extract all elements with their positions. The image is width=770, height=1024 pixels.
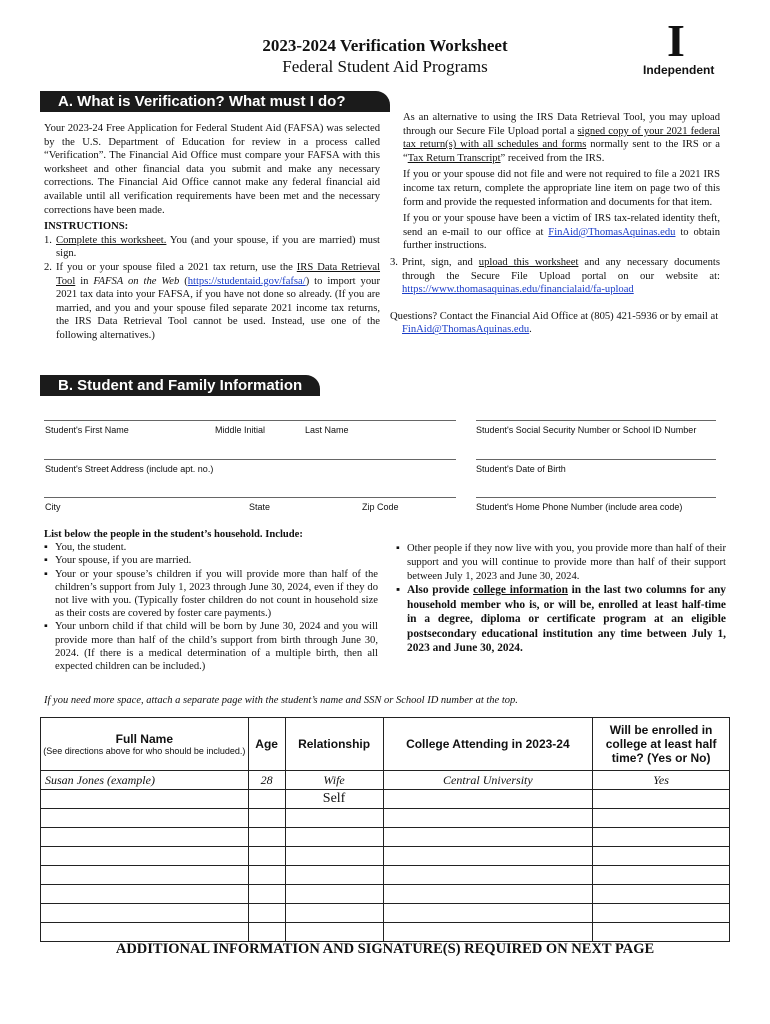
enrolled-cell[interactable] xyxy=(593,904,730,923)
address-label: Student's Street Address (include apt. no.) xyxy=(45,464,214,474)
college-cell[interactable] xyxy=(383,847,593,866)
household-bullet-college: ▪ Also provide college information in the last two columns for any household member who is, or will be, enrolled at least half-time in a degree, diploma or certificate program at an eligible postsecondary educational institution any time between July 1, 2023 and June 30, 2024. xyxy=(396,583,726,655)
questions-email-link[interactable]: FinAid@ThomasAquinas.edu xyxy=(402,324,530,336)
name-cell[interactable] xyxy=(41,885,249,904)
section-b-heading: B. Student and Family Information xyxy=(40,375,320,396)
household-right-list xyxy=(396,542,726,655)
name-line[interactable] xyxy=(44,420,456,421)
questions-contact: Questions? Contact the Financial Aid Office at (805) 421-5936 or by email at FinAid@ThomasAquinas.edu. xyxy=(390,310,719,336)
name-cell[interactable] xyxy=(41,790,249,809)
example-age: 28 xyxy=(248,771,285,790)
state-label: State xyxy=(249,502,271,512)
name-cell[interactable] xyxy=(41,809,249,828)
name-cell[interactable] xyxy=(41,904,249,923)
instruction-step-3: 3. Print, sign, and upload this worksheet and any necessary documents through the Secure File Upload portal on our website at: https://www.thomasaquinas.edu/financialaid/fa-upload xyxy=(390,256,720,296)
dependency-badge-label: Independent xyxy=(643,63,715,77)
household-bullet: ▪ Your unborn child if that child will be born by June 30, 2024 and you will provide more than half of the child’s support from birth through June 30, 2024. (If there is a medical determination of a multiple birth, then all expected children can be included.) xyxy=(44,620,378,673)
college-cell[interactable] xyxy=(383,866,593,885)
household-bullet: ▪ You, the student. xyxy=(44,541,378,554)
enrolled-cell[interactable] xyxy=(593,885,730,904)
age-cell[interactable] xyxy=(248,923,285,942)
enrolled-cell[interactable] xyxy=(593,923,730,942)
dependency-badge-letter: I xyxy=(667,15,685,66)
verification-intro: Your 2023-24 Free Application for Federal Student Aid (FAFSA) was selected by the U.S. Department of Education for review in a process called “Verification”. The Financial Aid Office must compare your FAFSA with this worksheet and other financial data you submit and make any necessary corrections. The Financial Aid Office cannot make any federal financial aid available until all verification requirements have been met and the necessary corrections have been made. xyxy=(44,123,380,216)
footer-notice: ADDITIONAL INFORMATION AND SIGNATURE(S) REQUIRED ON NEXT PAGE xyxy=(115,941,655,957)
table-row-example xyxy=(41,771,730,790)
phone-line[interactable] xyxy=(476,497,716,498)
page-title: 2023-2024 Verification Worksheet xyxy=(262,36,508,55)
ssn-line[interactable] xyxy=(476,420,716,421)
household-bullet-other: ▪ Other people if they now live with you, you provide more than half of their support and you will continue to provide more than half of their support between July 1, 2023 and June 30, 2024. xyxy=(396,542,726,583)
age-cell[interactable] xyxy=(248,790,285,809)
example-relationship: Wife xyxy=(285,771,383,790)
college-cell[interactable] xyxy=(383,790,593,809)
table-row xyxy=(41,866,730,885)
name-cell[interactable] xyxy=(41,923,249,942)
college-cell[interactable] xyxy=(383,885,593,904)
instructions-label: INSTRUCTIONS: xyxy=(44,221,129,233)
name-cell[interactable] xyxy=(41,828,249,847)
dob-label: Student's Date of Birth xyxy=(476,464,566,474)
table-row xyxy=(41,790,730,809)
alternative-upload: As an alternative to using the IRS Data Retrieval Tool, you may upload through our Secure File Upload portal a signed copy of your 2021 federal tax return(s) with all schedules and forms normally sent to the IRS or a “Tax Return Transcript” received from the IRS. xyxy=(403,112,720,164)
col-enrolled: Will be enrolled in college at least half time? (Yes or No) xyxy=(593,718,730,771)
relationship-cell[interactable] xyxy=(285,828,383,847)
instruction-step-1: 1. Complete this worksheet. You (and your spouse, if you are married) must sign. xyxy=(44,234,381,260)
table-row xyxy=(41,885,730,904)
table-header-row xyxy=(41,718,730,771)
household-bullet: ▪ Your spouse, if you are married. xyxy=(44,554,378,567)
name-cell[interactable] xyxy=(41,866,249,885)
age-cell[interactable] xyxy=(248,866,285,885)
alternative-nonfiler: If you or your spouse did not file and were not required to file a 2021 IRS income tax return, complete the appropriate line item on page two of this form and provide the requested information and documents for that item. xyxy=(403,169,720,208)
relationship-cell[interactable] xyxy=(285,847,383,866)
age-cell[interactable] xyxy=(248,809,285,828)
middle-initial-label: Middle Initial xyxy=(215,425,266,435)
alternative-identity-theft: If you or your spouse have been a victim of IRS tax-related identity theft, send an e-mail to our office at FinAid@ThomasAquinas.edu to obtain further instructions. xyxy=(403,213,720,252)
dob-line[interactable] xyxy=(476,459,716,460)
ssn-label: Student's Social Security Number or School ID Number xyxy=(476,425,697,435)
age-cell[interactable] xyxy=(248,904,285,923)
college-cell[interactable] xyxy=(383,809,593,828)
enrolled-cell[interactable] xyxy=(593,790,730,809)
relationship-cell[interactable] xyxy=(285,923,383,942)
college-cell[interactable] xyxy=(383,828,593,847)
upload-portal-link[interactable]: https://www.thomasaquinas.edu/financialaid/fa-upload xyxy=(402,284,634,296)
upload-worksheet-link[interactable]: upload this worksheet xyxy=(478,256,579,268)
finaid-email-link[interactable]: FinAid@ThomasAquinas.edu xyxy=(548,226,676,238)
age-cell[interactable] xyxy=(248,885,285,904)
first-name-label: Student's First Name xyxy=(45,425,129,435)
household-heading: List below the people in the student’s household. Include: xyxy=(44,529,303,540)
relationship-self: Self xyxy=(285,790,383,809)
last-name-label: Last Name xyxy=(305,425,349,435)
enrolled-cell[interactable] xyxy=(593,809,730,828)
age-cell[interactable] xyxy=(248,828,285,847)
enrolled-cell[interactable] xyxy=(593,828,730,847)
table-row xyxy=(41,847,730,866)
household-left-list xyxy=(44,528,378,673)
enrolled-cell[interactable] xyxy=(593,847,730,866)
relationship-cell[interactable] xyxy=(285,885,383,904)
table-row xyxy=(41,923,730,942)
instruction-step-2: 2. If you or your spouse filed a 2021 tax return, use the IRS Data Retrieval Tool in FAFSA on the Web (https://studentaid.gov/fafsa/) to import your 2021 tax data into your FAFSA, if you have not done so already. (If you are married, and you and your spouse filed separate 2021 income tax returns, the IRS Data Retrieval Tool cannot be used. Instead, use one of the following alternatives.) xyxy=(44,261,381,341)
college-information-link[interactable]: college information xyxy=(473,584,568,597)
irs-drt-link[interactable]: IRS Data Retrieval Tool xyxy=(56,261,381,287)
age-cell[interactable] xyxy=(248,847,285,866)
studentaid-url-link[interactable]: https://studentaid.gov/fafsa/ xyxy=(187,275,306,287)
col-college: College Attending in 2023-24 xyxy=(383,718,593,771)
city-label: City xyxy=(45,502,61,512)
city-line[interactable] xyxy=(44,497,456,498)
address-line[interactable] xyxy=(44,459,456,460)
household-table xyxy=(40,717,730,942)
table-row xyxy=(41,828,730,847)
example-college: Central University xyxy=(383,771,593,790)
col-relationship: Relationship xyxy=(285,718,383,771)
section-a-left-column xyxy=(44,122,380,343)
col-age: Age xyxy=(248,718,285,771)
phone-label: Student's Home Phone Number (include area code) xyxy=(476,502,683,512)
example-enrolled: Yes xyxy=(593,771,730,790)
college-cell[interactable] xyxy=(383,923,593,942)
table-row xyxy=(41,809,730,828)
household-bullet: ▪ Your or your spouse’s children if you will provide more than half of the children’s support from July 1, 2023 through June 30, 2024, even if they do not live with you. (Typically foster children do not count in household size as their costs are covered by foster care payments.) xyxy=(44,568,378,621)
relationship-cell[interactable] xyxy=(285,866,383,885)
zip-label: Zip Code xyxy=(362,502,399,512)
relationship-cell[interactable] xyxy=(285,904,383,923)
enrolled-cell[interactable] xyxy=(593,866,730,885)
section-a-right-column xyxy=(390,111,720,337)
page-subtitle: Federal Student Aid Programs xyxy=(282,57,488,76)
section-a-heading: A. What is Verification? What must I do? xyxy=(40,91,390,112)
complete-worksheet-link[interactable]: Complete this worksheet. xyxy=(56,234,167,246)
college-cell[interactable] xyxy=(383,904,593,923)
col-full-name: Full Name (See directions above for who should be included.) xyxy=(41,718,249,771)
signed-tax-return-link[interactable]: signed copy of your 2021 federal tax return(s) with all schedules and forms xyxy=(403,125,720,151)
example-name: Susan Jones (example) xyxy=(41,771,249,790)
tax-transcript-link[interactable]: Tax Return Transcript xyxy=(407,152,501,164)
table-row xyxy=(41,904,730,923)
extra-space-note: If you need more space, attach a separate page with the student’s name and SSN or School ID number at the top. xyxy=(44,695,518,706)
name-cell[interactable] xyxy=(41,847,249,866)
relationship-cell[interactable] xyxy=(285,809,383,828)
